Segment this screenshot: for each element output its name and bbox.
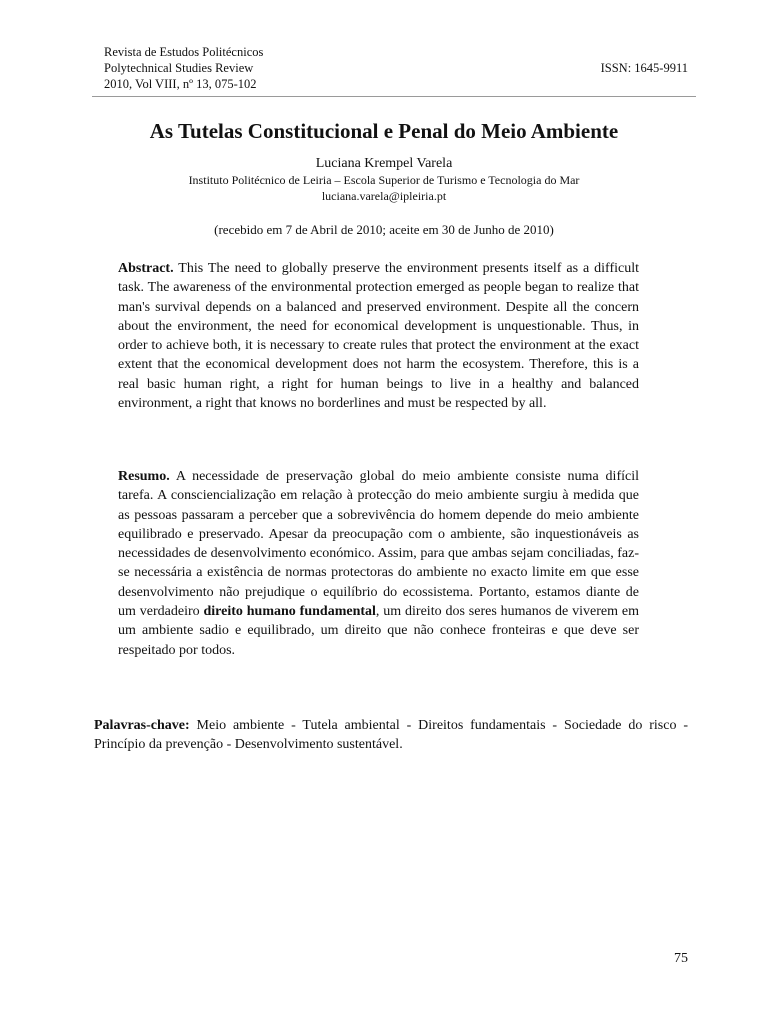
resumo-bold-phrase: direito humano fundamental (203, 604, 376, 620)
abstract-paragraph (118, 259, 639, 413)
paper-title: As Tutelas Constitucional e Penal do Meio Ambiente (149, 119, 619, 143)
journal-name-en: Polytechnical Studies Review (104, 61, 254, 75)
journal-name-pt: Revista de Estudos Politécnicos (104, 45, 264, 59)
page-number: 75 (674, 951, 688, 966)
abstract-label: Abstract. (118, 261, 174, 276)
author-affiliation: Instituto Politécnico de Leiria – Escola Superior de Turismo e Tecnologia do Mar (188, 173, 580, 187)
keywords-paragraph (94, 716, 688, 755)
keywords-label: Palavras-chave: (94, 718, 190, 733)
resumo-text-after: , um direito dos seres humanos de viverem em um ambiente sadio e equilibrado, um direito que não conhece fronteiras e que deve ser respeitado por todos. (118, 604, 639, 658)
journal-header (104, 44, 688, 92)
received-accepted-dates: (recebido em 7 de Abril de 2010; aceite em 30 de Junho de 2010) (214, 222, 554, 237)
resumo-paragraph (118, 467, 639, 660)
author-name: Luciana Krempel Varela (315, 156, 453, 171)
journal-issn: ISSN: 1645-9911 (600, 61, 688, 75)
header-divider (92, 96, 696, 97)
keywords-text: Meio ambiente - Tutela ambiental - Direitos fundamentais - Sociedade do risco - Princípio da prevenção - Desenvolvimento sustentável. (94, 718, 688, 753)
journal-volume: 2010, Vol VIII, nº 13, 075-102 (104, 77, 257, 91)
resumo-label: Resumo. (118, 469, 170, 484)
author-email: luciana.varela@ipleiria.pt (321, 189, 447, 203)
abstract-text: This The need to globally preserve the environment presents itself as a difficult task. The awareness of the environmental protection emerged as people began to realize that man's survival depends on a balanced and preserved environment. Despite all the concern about the environment, the need for economical development is unquestionable. Thus, in order to achieve both, it is necessary to create rules that protect the environment at the exact extent that the economical development does not harm the ecosystem. Therefore, this is a real basic human right, a right for human beings to live in a healthy and balanced environment, a right that knows no borderlines and must be respected by all. (118, 261, 639, 412)
resumo-text-before: A necessidade de preservação global do meio ambiente consiste numa difícil tarefa. A consciencialização em relação à protecção do meio ambiente surgiu à medida que as pessoas passaram a perceber que a sobrevivência do homem depende do meio ambiente equilibrado e preservado. Apesar da preocupação com o ambiente, são inquestionáveis as necessidades de desenvolvimento económico. Assim, para que ambas sejam conciliadas, faz-se necessária a existência de normas protectoras do ambiente no exacto limite em que esse desenvolvimento não prejudique o equilíbrio do ecossistema. Portanto, estamos diante de um verdadeiro (118, 469, 639, 620)
